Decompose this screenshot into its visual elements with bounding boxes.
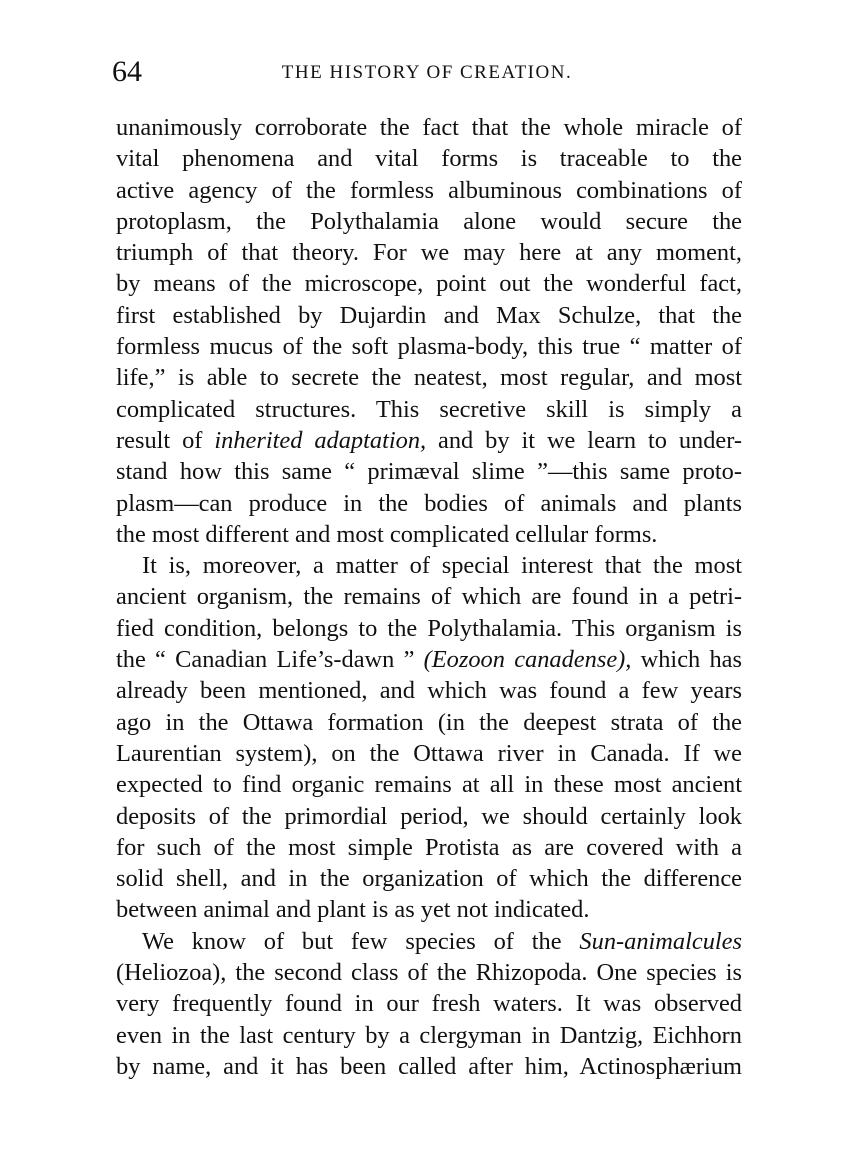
text-line: expected to find organic remains at all in these most ancient	[116, 771, 742, 799]
paragraph-3	[116, 926, 742, 1082]
text-run: and by it we learn to under-	[426, 426, 742, 454]
text-line-mixed	[116, 644, 742, 675]
text-run: which has	[631, 646, 742, 674]
running-head: THE HISTORY OF CREATION.	[281, 62, 573, 83]
text-line: triumph of that theory. For we may here at any moment,	[116, 239, 742, 267]
text-line: already been mentioned, and which was found a few years	[116, 677, 742, 705]
text-line: plasm—can produce in the bodies of animals and plants	[116, 489, 742, 517]
text-run: We know of but few species of the	[142, 927, 580, 955]
italic-phrase: Sun-animalcules	[579, 927, 742, 955]
italic-phrase: (Eozoon canadense),	[423, 646, 632, 674]
text-line: unanimously corroborate the fact that the whole miracle of	[116, 114, 742, 141]
text-line-mixed	[116, 425, 742, 456]
text-line-mixed	[116, 926, 742, 957]
text-line: stand how this same “ primæval slime ”—this same proto-	[116, 458, 742, 486]
text-line: by means of the microscope, point out the wonderful fact,	[116, 270, 742, 298]
text-line: between animal and plant is as yet not indicated.	[116, 896, 590, 924]
text-line: even in the last century by a clergyman in Dantzig, Eichhorn	[116, 1021, 742, 1049]
text-line: Laurentian system), on the Ottawa river in Canada. If we	[116, 739, 742, 767]
text-line: vital phenomena and vital forms is traceable to the	[116, 145, 742, 173]
text-line: ancient organism, the remains of which are found in a petri-	[116, 583, 742, 611]
text-line: complicated structures. This secretive skill is simply a	[116, 395, 742, 423]
body-text	[116, 112, 742, 1082]
italic-phrase: inherited adaptation,	[214, 426, 427, 454]
text-line: the most different and most complicated cellular forms.	[116, 520, 658, 548]
text-line: life,” is able to secrete the neatest, most regular, and most	[116, 364, 742, 392]
text-line: fied condition, belongs to the Polythalamia. This organism is	[116, 614, 742, 642]
paragraph-2	[116, 550, 742, 926]
text-line: It is, moreover, a matter of special interest that the most	[142, 552, 742, 580]
text-line: active agency of the formless albuminous combinations of	[116, 176, 742, 204]
text-run: result of	[116, 426, 215, 454]
text-line: ago in the Ottawa formation (in the deepest strata of the	[116, 708, 742, 736]
text-line: formless mucus of the soft plasma-body, this true “ matter of	[116, 333, 742, 361]
text-line: deposits of the primordial period, we should certainly look	[116, 802, 742, 830]
text-line: protoplasm, the Polythalamia alone would secure the	[116, 207, 742, 235]
text-line: for such of the most simple Protista as are covered with a	[116, 833, 742, 861]
page-number: 64	[112, 55, 142, 88]
text-line: first established by Dujardin and Max Schulze, that the	[116, 301, 742, 329]
paragraph-1	[116, 112, 742, 550]
text-line: very frequently found in our fresh waters. It was observed	[116, 990, 742, 1018]
page-header	[112, 52, 742, 92]
text-line: (Heliozoa), the second class of the Rhizopoda. One species is	[116, 959, 742, 987]
text-line: by name, and it has been called after him, Actinosphærium	[116, 1052, 742, 1080]
text-run: the “ Canadian Life’s-dawn ”	[116, 646, 424, 674]
text-line: solid shell, and in the organization of which the difference	[116, 865, 742, 893]
